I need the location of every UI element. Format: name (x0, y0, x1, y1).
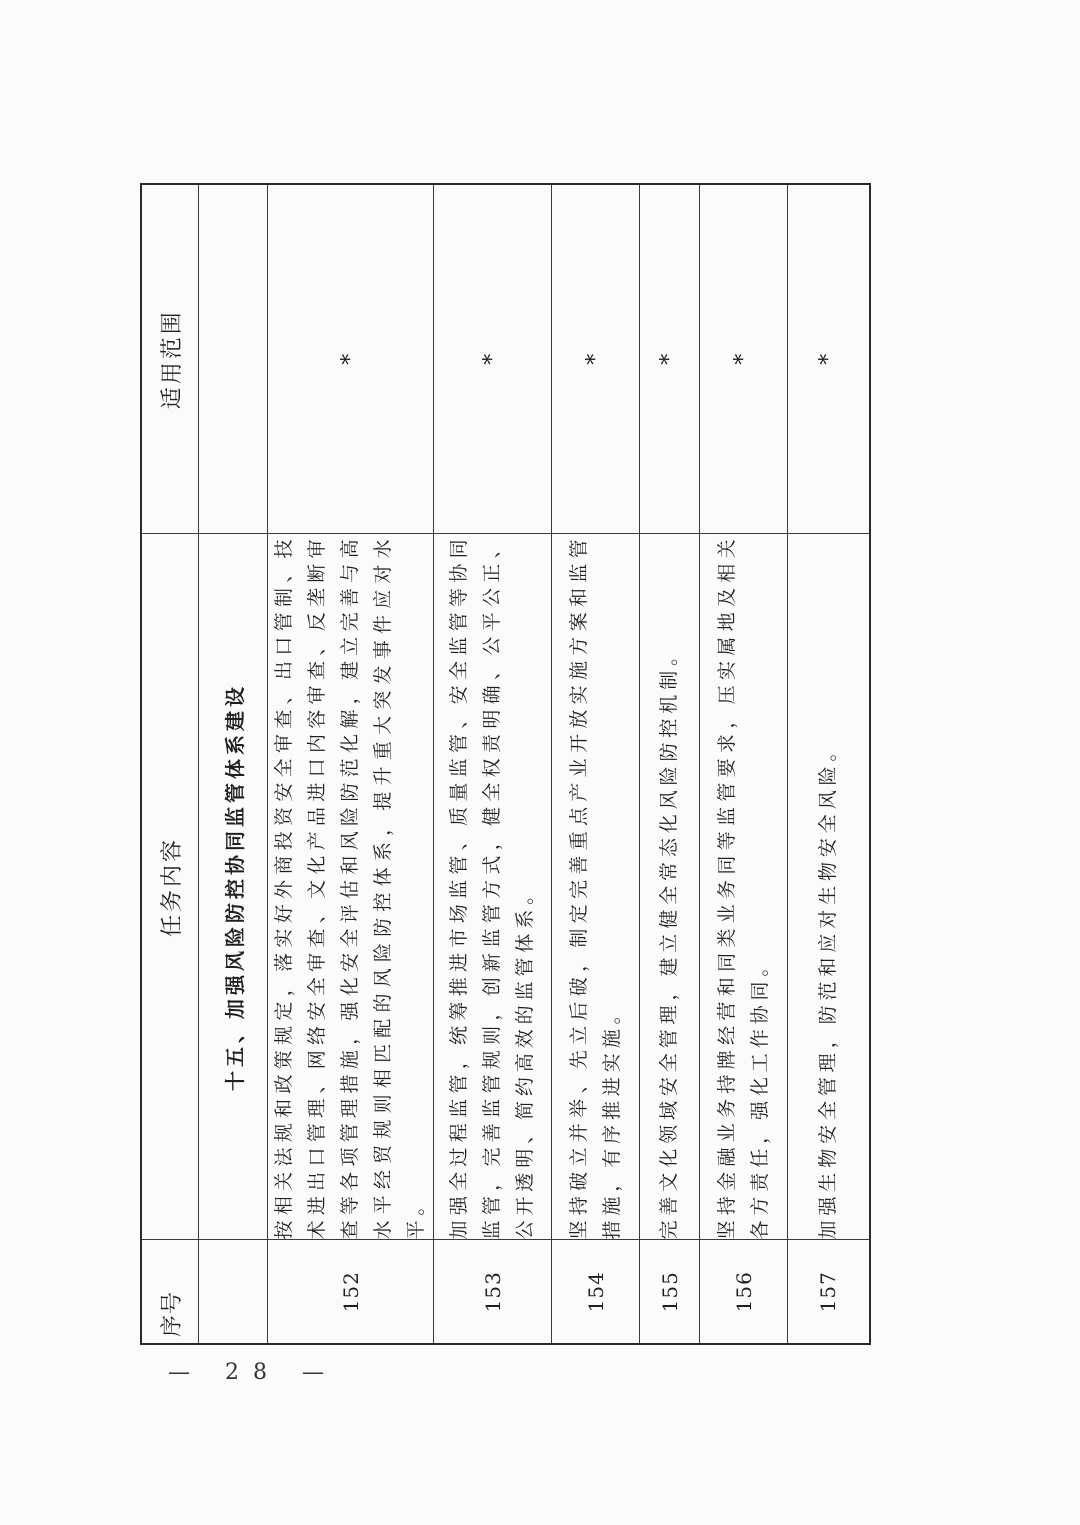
header-content: 任务内容 (141, 534, 199, 1240)
row-number: 157 (788, 1240, 870, 1344)
rotated-document (140, 185, 856, 1345)
table-row (788, 184, 870, 1344)
row-number: 152 (268, 1240, 434, 1344)
row-content: 坚持破立并举、先立后破，制定完善重点产业开放实施方案和监管措施，有序推进实施。 (552, 534, 640, 1240)
row-scope: * (640, 184, 700, 534)
section-row (199, 184, 268, 1344)
header-scope: 适用范围 (141, 184, 199, 534)
row-number: 154 (552, 1240, 640, 1344)
row-number: 155 (640, 1240, 700, 1344)
row-content: 按相关法规和政策规定，落实好外商投资安全审查、出口管制、技术进出口管理、网络安全审查、文化产品进口内容审查、反垄断审查等各项管理措施，强化安全评估和风险防范化解，建立完善与高水平经贸规则相匹配的风险防控体系，提升重大突发事件应对水平。 (268, 534, 434, 1240)
row-number: 156 (700, 1240, 788, 1344)
table-header-row (141, 184, 199, 1344)
row-content: 坚持金融业务持牌经营和同类业务同等监管要求，压实属地及相关各方责任，强化工作协同。 (700, 534, 788, 1240)
section-seq-cell (199, 1240, 268, 1344)
page-number: — 28 — (168, 1360, 338, 1385)
section-title: 十五、加强风险防控协同监管体系建设 (199, 534, 268, 1240)
row-scope: * (788, 184, 870, 534)
header-seq: 序号 (141, 1240, 199, 1344)
row-scope: * (268, 184, 434, 534)
row-scope: * (434, 184, 552, 534)
task-table (140, 183, 871, 1345)
row-scope: * (700, 184, 788, 534)
row-number: 153 (434, 1240, 552, 1344)
row-content: 加强全过程监管，统筹推进市场监管、质量监管、安全监管等协同监管，完善监管规则，创新监管方式，健全权责明确、公平公正、公开透明、简约高效的监管体系。 (434, 534, 552, 1240)
section-scope-cell (199, 184, 268, 534)
row-content: 完善文化领域安全管理，建立健全常态化风险防控机制。 (640, 534, 700, 1240)
table-row (640, 184, 700, 1344)
table-row (268, 184, 434, 1344)
table-row (552, 184, 640, 1344)
table-row (700, 184, 788, 1344)
table-row (434, 184, 552, 1344)
row-scope: * (552, 184, 640, 534)
row-content: 加强生物安全管理，防范和应对生物安全风险。 (788, 534, 870, 1240)
